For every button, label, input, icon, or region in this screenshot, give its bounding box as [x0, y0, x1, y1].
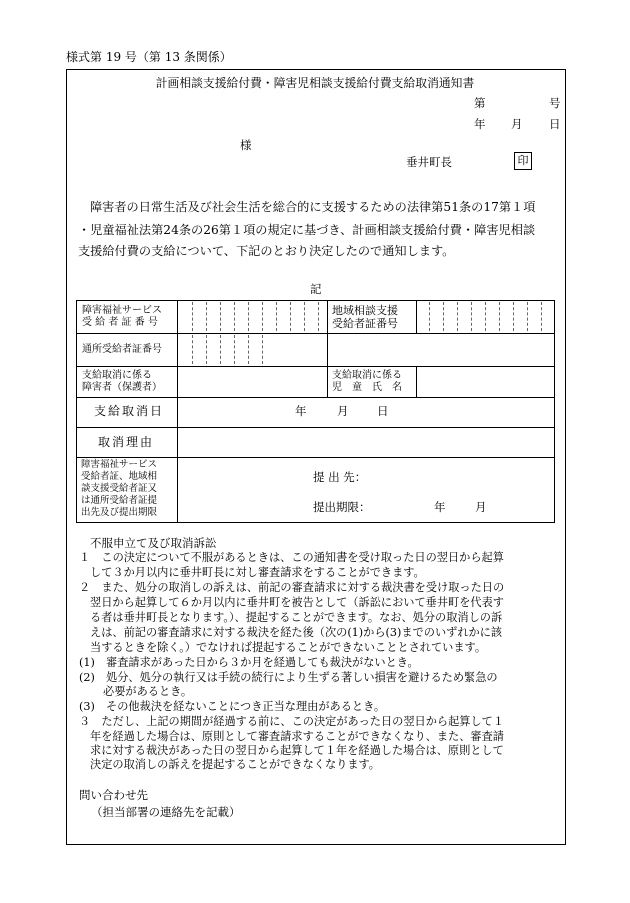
- label-submission-1: 障害福祉サービス: [81, 459, 158, 470]
- seal-stamp: 印: [514, 152, 532, 170]
- label-cancelled-guardian-1: 支給取消に係る: [82, 370, 152, 381]
- deadline-year: 年: [434, 500, 446, 514]
- label-cancel-date: 支給取消日: [94, 404, 165, 418]
- date-year: 年: [474, 117, 486, 131]
- label-submission-3: 談支援受給者証又: [81, 483, 158, 494]
- appeal-line: えは、前記の審査請求に対する裁決を経た後（次の(1)から(3)までのいずれかに該: [90, 626, 503, 639]
- appeal-line: る者は垂井町長となります。）、提起することができます。なお、処分の取消しの訴: [90, 611, 503, 624]
- contact-heading: 問い合わせ先: [79, 788, 148, 802]
- appeal-line: (1) 審査請求があった日から３か月を経過しても裁決がないとき。: [79, 656, 419, 669]
- label-cancel-reason: 取消理由: [98, 435, 155, 449]
- contact-note: （担当部署の連絡先を記載）: [91, 805, 241, 819]
- cancel-date-year: 年: [295, 404, 307, 418]
- body-text-line-1: 障害者の日常生活及び社会生活を総合的に支援するための法律第51条の17第１項: [90, 200, 536, 214]
- label-day-service-number: 通所受給者証番号: [82, 344, 162, 355]
- date-month: 月: [511, 117, 523, 131]
- appeal-line: ３ ただし、上記の期間が経過する前に、この決定があった日の翌日から起算して１: [79, 715, 505, 728]
- submit-to-label: 提 出 先：: [313, 470, 367, 484]
- form-number: 様式第 19 号（第 13 条関係）: [66, 50, 232, 64]
- recipient-suffix: 様: [240, 138, 252, 152]
- appeal-line: １ この決定について不服があるときは、この通知書を受け取った日の翌日から起算: [79, 551, 504, 564]
- label-community-support-number-2: 受給者証番号: [332, 317, 398, 330]
- appeal-line: 決定の取消しの訴えを提起することができなくなります。: [90, 758, 380, 771]
- issuer-name: 垂井町長: [406, 155, 452, 169]
- label-submission-2: 受給者証、地域相: [81, 471, 158, 482]
- appeal-line: (3) その他裁決を経ないことにつき正当な理由があるとき。: [79, 700, 386, 713]
- appeal-line: (2) 処分、処分の執行又は手続の続行により生ずる著しい損害を避けるため緊急の: [79, 671, 498, 684]
- appeal-heading: 不服申立て及び取消訴訟: [90, 536, 217, 550]
- appeal-line: して３か月以内に垂井町長に対し審査請求をすることができます。: [90, 566, 425, 579]
- cancel-date-month: 月: [337, 404, 349, 418]
- ki-label: 記: [310, 282, 322, 296]
- document-title: 計画相談支援給付費・障害児相談支援給付費支給取消通知書: [155, 76, 475, 90]
- appeal-line: 求に対する裁決があった日の翌日から起算して１年を経過した場合は、原則として: [90, 744, 504, 757]
- number-label: 第: [474, 96, 486, 110]
- deadline-month: 月: [475, 500, 487, 514]
- appeal-line: 当するときを除く。）でなければ提起することができないこととされています。: [90, 641, 487, 654]
- date-day: 日: [549, 117, 561, 131]
- appeal-line: 必要があるとき。: [103, 685, 193, 698]
- label-cancelled-child-1: 支給取消に係る: [332, 370, 402, 381]
- appeal-line: 年を経過した場合は、原則として審査請求することができなくなり、また、審査請: [90, 730, 504, 743]
- label-disability-service-number-1: 障害福祉サービス: [82, 305, 162, 316]
- label-disability-service-number-2: 受 給 者 証 番 号: [82, 317, 158, 328]
- number-suffix: 号: [549, 96, 561, 110]
- appeal-line: 翌日から起算して６か月以内に垂井町を被告として（訴訟において垂井町を代表す: [90, 596, 504, 609]
- body-text-line-2: ・児童福祉法第24条の26第１項の規定に基づき、計画相談支援給付費・障害児相談: [78, 223, 536, 237]
- label-cancelled-child-2: 児 童 氏 名: [332, 382, 402, 393]
- cancel-date-day: 日: [377, 404, 389, 418]
- label-submission-5: 出先及び提出期限: [81, 507, 158, 518]
- label-community-support-number-1: 地域相談支援: [332, 304, 398, 317]
- label-cancelled-guardian-2: 障害者（保護者）: [82, 382, 162, 393]
- appeal-line: ２ また、処分の取消しの訴えは、前記の審査請求に対する裁決書を受け取った日の: [79, 581, 505, 594]
- label-submission-4: は通所受給者証提: [81, 495, 158, 506]
- body-text-line-3: 支援給付費の支給について、下記のとおり決定したので通知します。: [78, 244, 455, 258]
- deadline-label: 提出期限：: [313, 500, 371, 514]
